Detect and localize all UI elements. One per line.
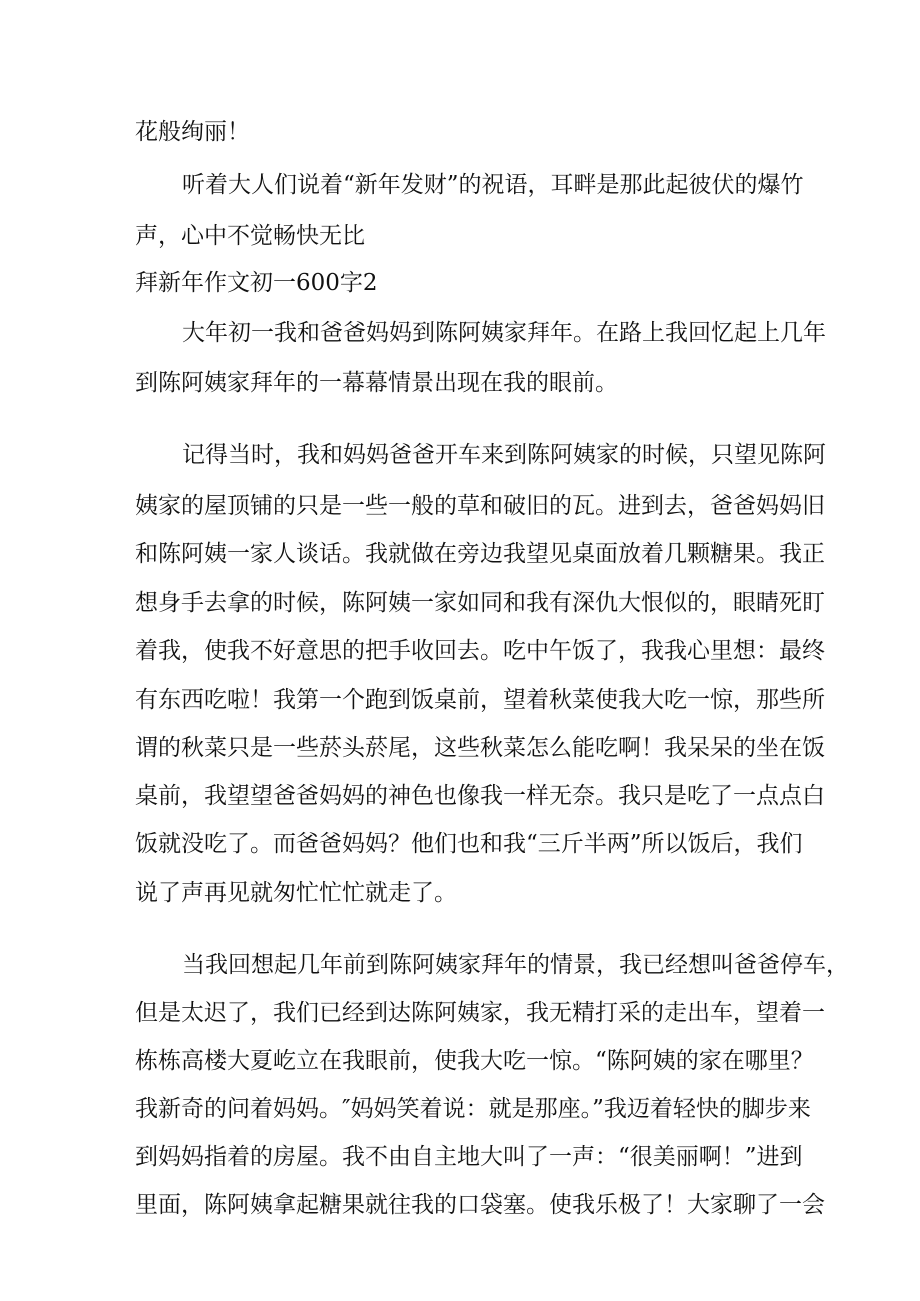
- section-heading: 拜新年作文初一600字2: [135, 270, 378, 296]
- paragraph-line: 但是太迟了，我们已经到达陈阿姨家，我无精打采的走出车，望着一: [135, 1000, 825, 1026]
- paragraph-line: 想身手去拿的时候，陈阿姨一家如同和我有深仇大恨似的，眼睛死盯: [135, 590, 825, 616]
- paragraph-line: 谓的秋菜只是一些菸头菸尾，这些秋菜怎么能吃啊！我呆呆的坐在饭: [135, 735, 825, 761]
- paragraph-line: 姨家的屋顶铺的只是一些一般的草和破旧的瓦。进到去，爸爸妈妈旧: [135, 493, 825, 519]
- paragraph-line: 着我，使我不好意思的把手收回去。吃中午饭了，我我心里想：最终: [135, 638, 825, 664]
- paragraph-line: 到陈阿姨家拜年的一幕幕情景出现在我的眼前。: [135, 370, 618, 396]
- paragraph-line: 听着大人们说着“新年发财”的祝语，耳畔是那此起彼伏的爆竹: [182, 172, 804, 198]
- paragraph-line: 大年初一我和爸爸妈妈到陈阿姨家拜年。在路上我回忆起上几年: [182, 320, 826, 346]
- paragraph-line: 当我回想起几年前到陈阿姨家拜年的情景，我已经想叫爸爸停车，: [182, 952, 849, 978]
- paragraph-line: 里面，陈阿姨拿起糖果就往我的口袋塞。使我乐极了！大家聊了一会: [135, 1192, 825, 1218]
- paragraph-line: 到妈妈指着的房屋。我不由自主地大叫了一声：“很美丽啊！”进到: [135, 1144, 803, 1170]
- paragraph-line: 桌前，我望望爸爸妈妈的神色也像我一样无奈。我只是吃了一点点白: [135, 783, 825, 809]
- paragraph-line: 和陈阿姨一家人谈话。我就做在旁边我望见桌面放着几颗糖果。我正: [135, 541, 825, 567]
- paragraph-line: 有东西吃啦！我第一个跑到饭桌前，望着秋菜使我大吃一惊，那些所: [135, 687, 825, 713]
- paragraph-line: 花般绚丽！: [135, 119, 250, 145]
- paragraph-line: 我新奇的问着妈妈。″妈妈笑着说：就是那座。”我迈着轻快的脚步来: [135, 1096, 811, 1122]
- paragraph-line: 声，心中不觉畅快无比: [135, 223, 365, 249]
- paragraph-line: 记得当时，我和妈妈爸爸开车来到陈阿姨家的时候，只望见陈阿: [182, 442, 826, 468]
- paragraph-line: 说了声再见就匆忙忙忙就走了。: [135, 880, 457, 906]
- paragraph-line: 栋栋高楼大夏屹立在我眼前，使我大吃一惊。“陈阿姨的家在哪里？: [135, 1048, 814, 1074]
- paragraph-line: 饭就没吃了。而爸爸妈妈？他们也和我“三斤半两”所以饭后，我们: [135, 831, 803, 857]
